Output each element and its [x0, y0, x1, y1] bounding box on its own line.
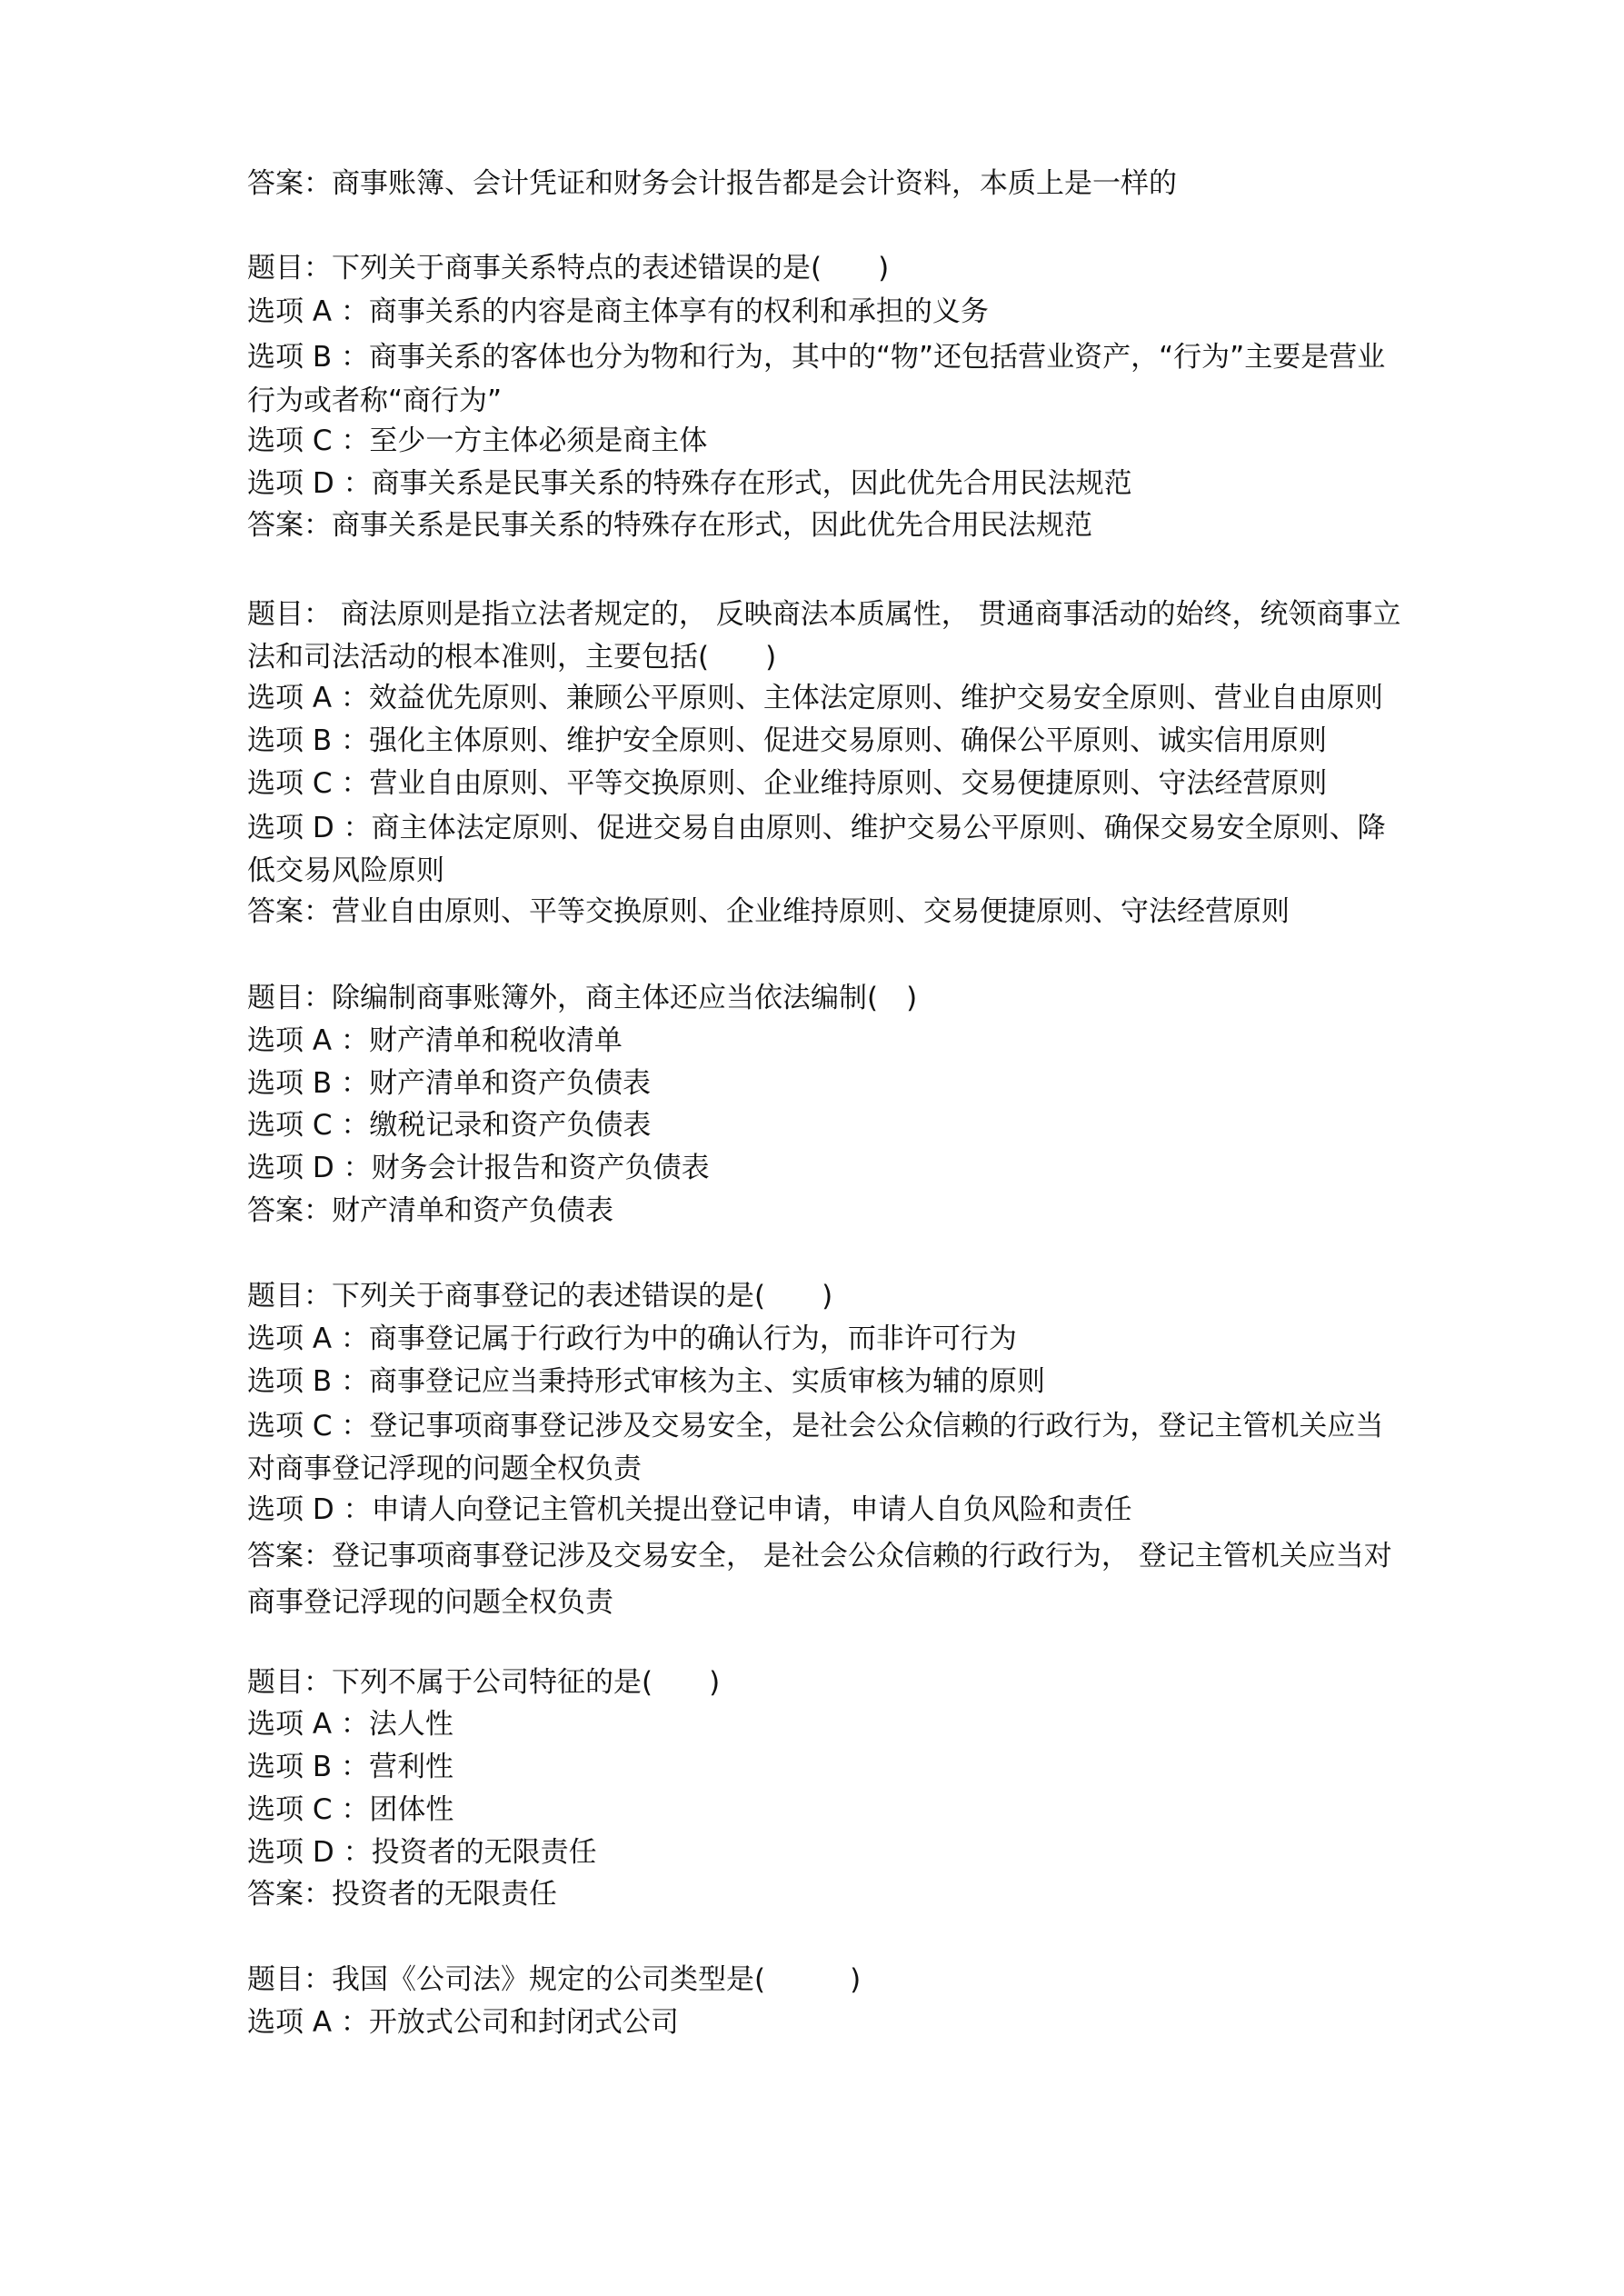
option-line: 选项 D ：财务会计报告和资产负债表	[247, 1152, 710, 1184]
answer-line: 答案：商事账簿、会计凭证和财务会计报告都是会计资料，本质上是一样的	[247, 167, 1177, 200]
option-line-continued: 行为或者称“商行为”	[247, 384, 503, 417]
option-line: 选项 A ：开放式公司和封闭式公司	[247, 2006, 679, 2039]
question-line: 题目：我国《公司法》规定的公司类型是( )	[247, 1963, 862, 1996]
option-line: 选项 B ：商事关系的客体也分为物和行为，其中的“物”还包括营业资产，“行为”主要是营业	[247, 341, 1386, 374]
option-line-continued: 对商事登记浮现的问题全权负责	[247, 1452, 642, 1485]
question-line-continued: 法和司法活动的根本准则，主要包括( )	[247, 641, 777, 674]
answer-line: 答案：投资者的无限责任	[247, 1878, 557, 1911]
option-line: 选项 D ：申请人向登记主管机关提出登记申请，申请人自负风险和责任	[247, 1493, 1132, 1526]
option-line: 选项 D ：投资者的无限责任	[247, 1836, 597, 1869]
option-line: 选项 C ：营业自由原则、平等交换原则、企业维持原则、交易便捷原则、守法经营原则	[247, 767, 1328, 800]
option-line: 选项 C ：团体性	[247, 1793, 454, 1826]
option-line: 选项 C ：登记事项商事登记涉及交易安全，是社会公众信赖的行政行为，登记主管机关应当	[247, 1410, 1384, 1442]
option-line: 选项 A ：效益优先原则、兼顾公平原则、主体法定原则、维护交易安全原则、营业自由原则	[247, 682, 1383, 714]
answer-line: 答案：登记事项商事登记涉及交易安全， 是社会公众信赖的行政行为， 登记主管机关应当对	[247, 1540, 1392, 1572]
answer-line: 答案：商事关系是民事关系的特殊存在形式，因此优先合用民法规范	[247, 509, 1092, 542]
option-line: 选项 A ：商事关系的内容是商主体享有的权利和承担的义务	[247, 295, 989, 328]
option-line: 选项 B ：商事登记应当秉持形式审核为主、实质审核为辅的原则	[247, 1365, 1045, 1398]
answer-line: 答案：营业自由原则、平等交换原则、企业维持原则、交易便捷原则、守法经营原则	[247, 895, 1290, 928]
question-line: 题目：下列关于商事关系特点的表述错误的是( )	[247, 252, 890, 285]
option-line: 选项 A ：商事登记属于行政行为中的确认行为，而非许可行为	[247, 1323, 1017, 1355]
question-line: 题目：下列关于商事登记的表述错误的是( )	[247, 1280, 833, 1313]
question-line: 题目： 商法原则是指立法者规定的， 反映商法本质属性， 贯通商事活动的始终，统领商事立	[247, 598, 1401, 631]
option-line: 选项 C ：缴税记录和资产负债表	[247, 1109, 652, 1142]
option-line: 选项 D ：商主体法定原则、促进交易自由原则、维护交易公平原则、确保交易安全原则、降	[247, 812, 1386, 844]
question-line: 题目：除编制商事账簿外，商主体还应当依法编制( )	[247, 982, 918, 1014]
option-line: 选项 C ：至少一方主体必须是商主体	[247, 424, 708, 457]
question-line: 题目：下列不属于公司特征的是( )	[247, 1666, 721, 1699]
option-line: 选项 D ：商事关系是民事关系的特殊存在形式，因此优先合用民法规范	[247, 467, 1132, 500]
answer-line: 答案：财产清单和资产负债表	[247, 1194, 613, 1227]
option-line: 选项 A ：法人性	[247, 1708, 453, 1741]
option-line: 选项 A ：财产清单和税收清单	[247, 1024, 623, 1057]
answer-line-continued: 商事登记浮现的问题全权负责	[247, 1586, 613, 1619]
option-line: 选项 B ：财产清单和资产负债表	[247, 1067, 651, 1100]
option-line: 选项 B ：强化主体原则、维护安全原则、促进交易原则、确保公平原则、诚实信用原则	[247, 724, 1327, 757]
option-line: 选项 B ：营利性	[247, 1751, 453, 1783]
option-line-continued: 低交易风险原则	[247, 854, 444, 887]
